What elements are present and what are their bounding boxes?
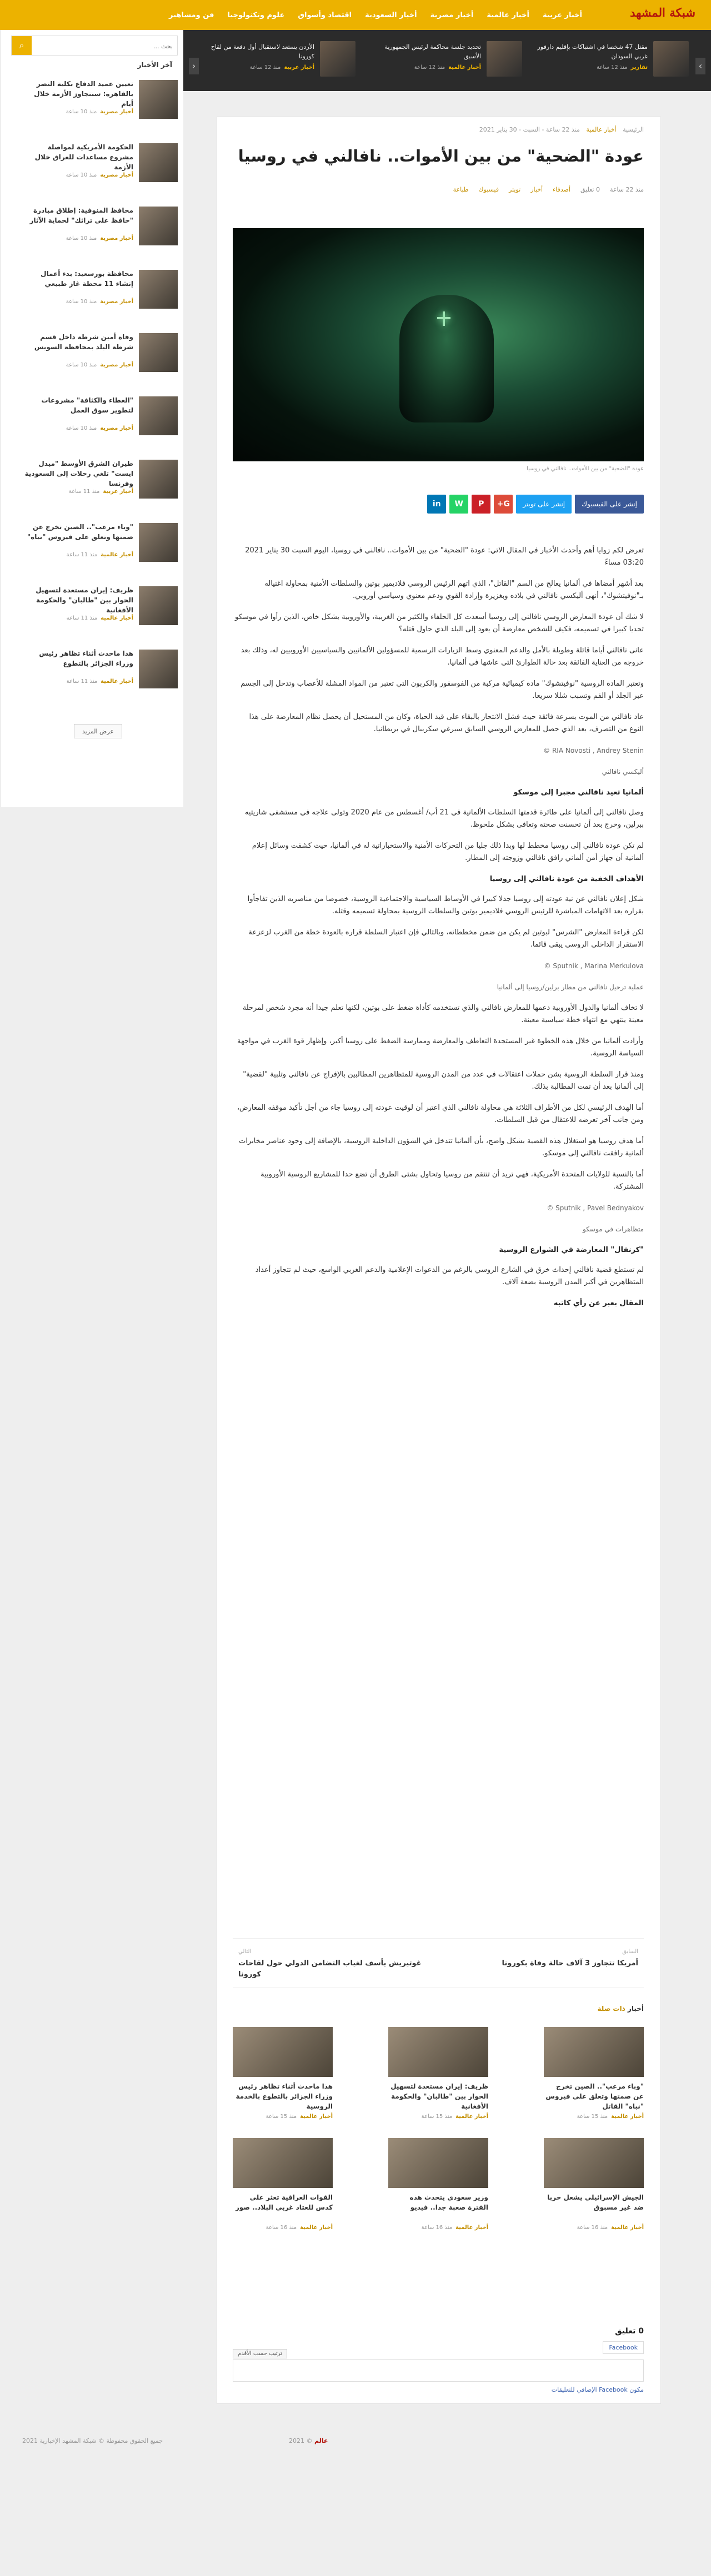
image-caption: عودة "الضحية" من بين الأموات.. نافالني في روسيا [527,466,644,472]
related-title[interactable]: هذا ماحدث أثناء تظاهر رئيس وزراء الجزائر بالتطوع بالخدمة الروسية [236,2082,333,2110]
sidebar-news-meta: أخبار مصريةمنذ 10 ساعة [66,299,133,305]
share-pinterest-icon[interactable]: P [472,495,490,514]
related-thumbnail[interactable] [544,2027,644,2077]
sidebar-thumbnail[interactable] [139,143,178,182]
meta-comments[interactable]: 0 تعليق [580,186,600,193]
paragraph: شكل إعلان نافالني عن نية عودته إلى روسيا جدلا كبيرا في الأوساط السياسية والاجتماعية الروسية، خصوصا من مناصريه الذين تفاجأوا بقراره بعد الاتهامات المباشرة للرئيس الروسي فلاديمير بوتين والسلطات الروسية بمحاولة تسميمه وقتله. [247,895,644,915]
related-card[interactable] [233,2138,333,2231]
sidebar-thumbnail[interactable] [139,650,178,688]
article-title: عودة "الضحية" من بين الأموات.. نافالني في روسيا [238,147,644,165]
paragraph: ومنذ قرار السلطة الروسية بشن حملات اعتقالات في عدد من المدن الروسية للمتظاهرين المطالبين بالإفراج عن نافالني وتلبية "لقضية" إلى ألمانيا بعد أن تمت المطالبة بذلك. [243,1070,644,1091]
meta-print[interactable]: طباعة [453,186,469,193]
search-icon[interactable]: ⌕ [12,36,32,55]
comments-section [233,2327,644,2393]
ticker-prev-icon[interactable]: ‹ [189,58,199,74]
sidebar-news-item[interactable] [22,78,178,122]
prev-article-link[interactable] [449,1949,638,1969]
sidebar-heading: آخر الأخبار [137,61,172,69]
comments-count: 0 تعليق [615,2327,644,2336]
sidebar-news-title[interactable]: هذا ماحدث أثناء تظاهر رئيس وزراء الجزائر بالتطوع [39,650,133,667]
sidebar [0,30,183,807]
share-linkedin-icon[interactable]: in [427,495,446,514]
paragraph: وتعتبر المادة الروسية "نوفيتشوك" مادة كيميائية مركبة من الفوسفور والكربون التي تعتبر من المواد المشلة للأعصاب وتدخل إلى الجسم عبر الجلد أو الفم وتسبب شللا سريعا. [241,680,644,700]
comments-tab-facebook[interactable]: Facebook [603,2341,644,2354]
nav-item[interactable]: أخبار عالمية [487,11,529,19]
prev-label: السابق [622,1949,638,1955]
article-hero-image [233,228,644,461]
related-thumbnail[interactable] [388,2027,488,2077]
related-title[interactable]: القوات العراقية تعثر على كدس للعتاد غربي البلاد.. صور [235,2193,333,2211]
breadcrumb-home[interactable]: الرئيسية [623,126,644,133]
share-bar [424,495,644,514]
meta-time: منذ 22 ساعة [609,186,644,193]
related-meta: أخبار عالميةمنذ 16 ساعة [577,2225,644,2231]
sidebar-news-item[interactable] [22,521,178,565]
related-thumbnail[interactable] [388,2138,488,2188]
ticker-meta: أخبار عالميةمنذ 12 ساعة [414,64,481,71]
next-title[interactable]: غوتيريش يأسف لغياب التضامن الدولي حول لقاحات كورونا [238,1959,422,1979]
paragraph: لم تستطع قضية نافالني إحداث خرق في الشارع الروسي بالرغم من الدعوات الإعلامية والدعم الغربي الواسع، حيث لم تتجاوز أعداد المتظاهرين في أكبر المدن الروسية بضعة آلاف. [255,1266,644,1286]
sidebar-news-meta: أخبار مصريةمنذ 10 ساعة [66,172,133,178]
article-meta [234,186,644,193]
meta-facebook[interactable]: فيسبوك [478,186,499,193]
closing-note: المقال يعبر عن رأي كاتبه [553,1299,644,1307]
photo-credit: Sputnik , Marina Merkulova © [544,962,644,970]
comments-plugin-label[interactable]: مكون Facebook الإضافي للتعليقات [551,2386,644,2393]
sidebar-news-meta: أخبار عالميةمنذ 11 ساعة [66,552,133,558]
nav-item[interactable]: أخبار مصرية [430,11,474,19]
paragraph: أما هدف روسيا هو استغلال هذه القضية بشكل واضح، بأن ألمانيا تتدخل في الشؤون الداخلية الروسية، بالإضافة إلى وجود عناصر مخابرات ألمانية رافقت نافالني إلى موسكو. [239,1137,644,1158]
related-title[interactable]: "وباء مرعب".. الصين تخرج عن صمتها وتعلق على فيروس "نباه" القاتل [545,2082,644,2110]
photo-credit: Sputnik , Pavel Bednyakov © [547,1204,644,1212]
nav-item[interactable]: علوم وتكنولوجيا [227,11,285,19]
share-google-icon[interactable]: G+ [494,495,513,514]
prev-title[interactable]: أمريكا تتجاوز 3 آلاف حالة وفاة بكورونا [502,1959,638,1968]
top-bar [0,0,711,30]
paragraph: لم تكن عودة نافالني إلى روسيا مخطط لها وبدا ذلك جليا من التحركات الأمنية والاستخباراتية له في ألمانيا، حيث كشفت وسائل إعلام ألمانية أن جهاز أمن ألماني رافق نافالني وزوجته إلى المطار. [252,842,644,862]
sidebar-news-item[interactable] [22,204,178,249]
breadcrumb-date: منذ 22 ساعة - السبت - 30 يناير 2021 [479,126,580,133]
ticker-meta: تقاريرمنذ 12 ساعة [597,64,648,71]
sidebar-news-title[interactable]: "العطاء والكثافة" مشروعات لتطوير سوق العمل [41,396,133,414]
sidebar-news-item[interactable] [22,457,178,502]
section-heading: الأهداف الخفية من عودة نافالني إلى روسيا [489,875,644,883]
section-heading: ألمانيا تعيد نافالني مجبرا إلى موسكو [513,788,644,797]
footer-copyright: جميع الحقوق محفوظة © شبكة المشهد الإخبارية 2021 [22,2437,163,2444]
paragraph: وصل نافالني إلى ألمانيا على طائرة قدمتها السلطات الألمانية في 21 أب/ أغسطس من عام 2020 وتولى علاجه في مستشفى شاريتيه ببرلين، وخرج بعد أن تحسنت صحته وتعافى بشكل ملحوظ. [244,808,644,829]
sidebar-news-item[interactable] [22,141,178,185]
ticker-thumbnail [320,41,356,77]
sidebar-news-title[interactable]: الحكومة الأمريكية لمواصلة مشروع مساعدات للعراق خلال الأزمة [34,143,133,171]
search-box [11,36,178,56]
sidebar-thumbnail[interactable] [139,460,178,499]
sidebar-news-item[interactable] [22,331,178,375]
sidebar-thumbnail[interactable] [139,523,178,562]
paragraph: عانى نافالني أياما قاتلة وطويلة بالأمل والدعم المعنوي وسط الزيارات الرسمية للمسؤولين الألمانيين والسياسيين الأوروبيين له، وذلك بعد خروجه من العناية الفائقة بعد حالة الطوارئ التي عاشها في ألمانيا. [241,646,644,667]
ticker-thumbnail [487,41,522,77]
article-card [217,117,661,2404]
sidebar-news-item[interactable] [22,268,178,312]
sidebar-thumbnail[interactable] [139,80,178,119]
paragraph: بعد أشهر أمضاها في ألمانيا يعالج من السم "القاتل"، الذي اتهم الرئيس الروسي فلاديمير بوتين والسلطات الأمنية بمحاولة اغتياله بـ"نوفيتشوك"، أنهى أليكسي نافالني في بلاده وبغزيرة وإرادة القوي ودعم معنوي وسياسي أوروبي. [264,580,644,600]
ticker-item[interactable] [367,41,522,80]
sidebar-thumbnail[interactable] [139,333,178,372]
related-title[interactable]: الجيش الإسرائيلي يشعل حربا ضد غير مسبوق [547,2193,644,2211]
paragraph: عاد نافالني من الموت بسرعة فائقة حيث فشل الانتحار بالبقاء على قيد الحياة، وكان من المستحيل أن يحصل نظام المعارضة على هذا النوع من التصرف، بعد الذي حصل للمعارض الروسي السابق سيرغي سكريبال في بريطانيا. [249,713,644,733]
related-title[interactable]: ظريف: إيران مستعدة لتسهيل الحوار بين "طالبان" والحكومة الأفغانية [390,2082,488,2110]
sidebar-thumbnail[interactable] [139,586,178,625]
site-logo[interactable]: شبكة المشهد [630,6,695,19]
related-title[interactable]: وزير سعودي يتحدث هذه الفترة صعبة جدا.. فيديو [409,2193,488,2211]
ticker-item[interactable] [533,41,689,80]
hero-figure [399,295,494,422]
sidebar-news-meta: أخبار مصريةمنذ 10 ساعة [66,109,133,115]
sidebar-news-title[interactable]: محافظ المنوفية: إطلاق مبادرة "حافظ على تراثك" لحماية الآثار [29,207,133,224]
related-card[interactable] [544,2138,644,2231]
related-card[interactable] [233,2027,333,2120]
related-meta: أخبار عالميةمنذ 15 ساعة [421,2114,488,2120]
paragraph: لا تخاف ألمانيا والدول الأوروبية دعمها للمعارض نافالني والذي تستخدمه كأداة ضغط على بوتين، لكنها تعلم جيدا أنه مجرد شخص لمرحلة معينة ينتهي مع انتهاء خطة سياسية معينة. [242,1004,644,1024]
sidebar-news-item[interactable] [22,647,178,692]
share-whatsapp-icon[interactable]: W [449,495,468,514]
sidebar-news-meta: أخبار مصريةمنذ 10 ساعة [66,362,133,368]
share-facebook-button[interactable]: إنشر على الفيسبوك [575,495,644,514]
related-card[interactable] [544,2027,644,2120]
nav-item[interactable]: أخبار السعودية [365,11,417,19]
search-input[interactable] [39,39,173,53]
sidebar-thumbnail[interactable] [139,396,178,435]
sidebar-thumbnail[interactable] [139,207,178,245]
article-body [233,545,644,1317]
ticker-title[interactable]: تحديد جلسة محاكمة لرئيس الجمهورية الأسبق [384,43,481,60]
paragraph: لكن قراءة المعارض "الشرس" لبوتين لم يكن من ضمن مخططاته، وبالتالي فإن اعتبار السلطة قراره بالعودة خطة من الغرب لزعزعة الاستقرار الداخلي الروسي يبقى قائما. [248,928,644,949]
sidebar-news-title[interactable]: تعيين عميد الدفاع بكلية النصر بالقاهرة: سنتجاوز الأزمة خلال أيام [34,80,133,108]
sidebar-news-meta: أخبار مصريةمنذ 10 ساعة [66,425,133,431]
paragraph: تعرض لكم زوايا أهم وأحدث الأخبار في المقال الاتي: عودة "الضحية" من بين الأموات.. نافالني في روسيا، اليوم السبت 30 يناير 2021 03:20 مساءً [245,546,644,567]
comment-input[interactable] [233,2359,644,2382]
next-label: التالي [238,1949,252,1955]
related-meta: أخبار عالميةمنذ 15 ساعة [577,2114,644,2120]
related-card[interactable] [388,2027,488,2120]
sidebar-news-title[interactable]: محافظة بورسعيد: بدء أعمال إنشاء 11 محطة غاز طبيعي [41,270,133,288]
sidebar-news-title[interactable]: طيران الشرق الأوسط "ميدل ايست" تلغي رحلات إلى السعودية وفرنسا [24,460,133,487]
meta-news[interactable]: أخبار [530,186,543,193]
photo-credit: RIA Novosti , Andrey Stenin © [543,747,644,754]
paragraph: أما بالنسبة للولايات المتحدة الأمريكية، فهي تريد أن تنتقم من روسيا وتحاول بشتى الطرق أن تضع حدا للمشاريع الروسية الأوروبية المشتركة. [261,1170,644,1191]
related-meta: أخبار عالميةمنذ 15 ساعة [266,2114,333,2120]
related-thumbnail[interactable] [233,2027,333,2077]
photo-caption: عملية ترحيل نافالني من مطار برلين/روسيا إلى ألمانيا [497,983,644,991]
breadcrumb [475,126,644,133]
hero-cross-mark [437,317,450,319]
comments-sort-select[interactable]: ترتيب حسب الأقدم [233,2349,287,2358]
paragraph: وأرادت ألمانيا من خلال هذه الخطوة غير المستجدة التعاطف والمعارضة وممارسة الضغط على روسيا أكبر، وإظهار قوة الغرب في مواجهة السياسة الروسية. [237,1037,644,1058]
sidebar-news-title[interactable]: "وباء مرعب".. الصين تخرج عن صمتها وتعلق على فيروس "نباه" [27,523,133,541]
ticker-meta: أخبار عربيةمنذ 12 ساعة [249,64,314,71]
ticker-title[interactable]: مقتل 47 شخصا في اشتباكات بإقليم دارفور غربي السودان [537,43,648,60]
ticker-next-icon[interactable]: › [695,58,705,74]
main-nav [162,0,589,30]
related-thumbnail[interactable] [233,2138,333,2188]
footer [0,2432,711,2454]
nav-item[interactable]: أخبار عربية [542,11,582,19]
paragraph: أما الهدف الرئيسي لكل من الأطراف الثلاثة هي محاولة نافالني الذي اعتبر أن لوقيت عودته إلى روسيا جاء من أجل تأكيد موقفه المعارض، ومن جانب آخر تعرضه للاعتقال من قبل السلطات. [237,1104,644,1124]
paragraph: لا شك أن عودة المعارض الروسي نافالني إلى روسيا أسعدت كل الحلفاء والكثير من الغربية، والأوروبية بشكل خاص، الذين رأوا في موسكو تحديا كبيرا في تسميمه، فكيف للشخص معارضة أن يعود إلى البلد الذي حاول قتله؟ [235,613,644,633]
breadcrumb-category[interactable]: أخبار عالمية [586,126,617,133]
sidebar-news-meta: أخبار عالميةمنذ 11 ساعة [66,678,133,685]
share-twitter-button[interactable]: إنشر على تويتر [516,495,572,514]
related-card[interactable] [388,2138,488,2231]
meta-friends[interactable]: أصدقاء [553,186,570,193]
nav-item[interactable]: فن ومشاهير [169,11,214,19]
related-thumbnail[interactable] [544,2138,644,2188]
sidebar-news-meta: أخبار مصريةمنذ 10 ساعة [66,235,133,242]
section-heading: "كرنفال" المعارضة في الشوارع الروسية [499,1246,644,1254]
sidebar-news-item[interactable] [22,584,178,628]
ticker-item[interactable] [200,41,356,80]
sidebar-news-meta: أخبار عالميةمنذ 11 ساعة [66,615,133,621]
ticker-thumbnail [653,41,689,77]
sidebar-news-item[interactable] [22,394,178,439]
photo-caption: أليكسي نافالني [602,768,644,776]
sidebar-thumbnail[interactable] [139,270,178,309]
nav-item[interactable]: اقتصاد وأسواق [298,11,352,19]
ticker-title[interactable]: الأردن يستعد لاستقبال أول دفعة من لقاح كورونا [211,43,314,60]
next-article-link[interactable] [238,1949,427,1980]
meta-twitter[interactable]: تويتر [508,186,521,193]
sidebar-news-title[interactable]: ظريف: إيران مستعدة لتسهيل الحوار بين "طالبان" والحكومة الأفغانية [36,586,133,614]
sidebar-news-meta: أخبار عربيةمنذ 11 ساعة [68,489,133,495]
prev-next-nav [233,1938,644,1988]
related-meta: أخبار عالميةمنذ 16 ساعة [266,2225,333,2231]
footer-brand[interactable]: عالم [314,2437,328,2444]
sidebar-news-title[interactable]: وفاة أمين شرطة داخل قسم شرطة البلد بمحافظة السويس [34,333,133,351]
footer-powered: عالم © 2021 [289,2437,328,2444]
related-meta: أخبار عالميةمنذ 16 ساعة [421,2225,488,2231]
photo-caption: متظاهرات في موسكو [582,1225,644,1233]
load-more-button[interactable]: عرض المزيد [74,724,122,738]
related-heading: أخبار ذات صلة [597,2005,644,2012]
